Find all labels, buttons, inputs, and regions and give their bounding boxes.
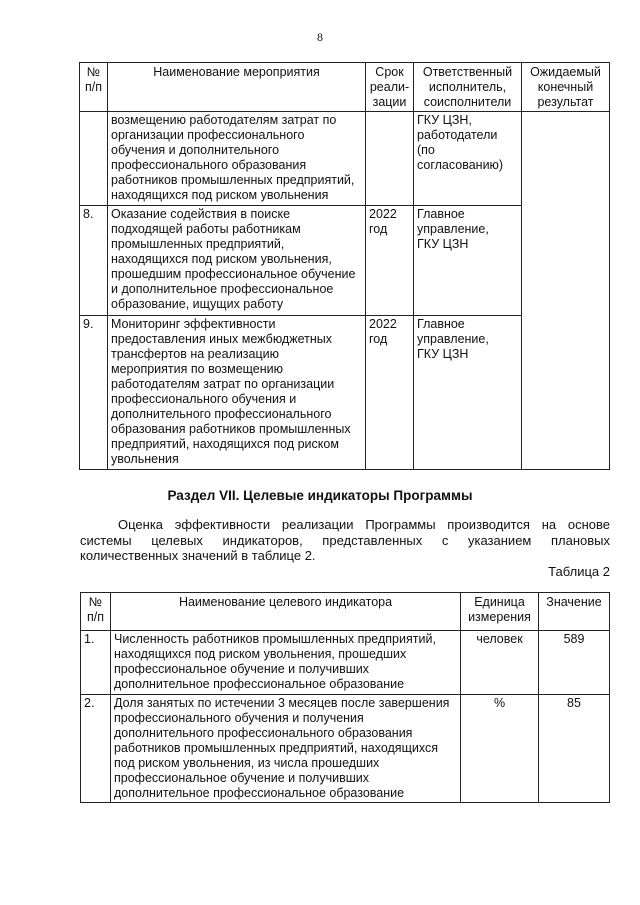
header-unit: Единица измерения xyxy=(461,593,539,631)
row-number: 9. xyxy=(80,316,108,470)
indicator-unit: человек xyxy=(461,631,539,695)
body-paragraph: Оценка эффективности реализации Программы производится на основе системы целевых индикаторов, представленных с указанием плановых количественных значений в таблице 2. xyxy=(80,517,610,563)
row-number: 2. xyxy=(81,695,111,803)
table-row xyxy=(80,206,610,316)
measure-executor: ГКУ ЦЗН, работодатели (по согласованию) xyxy=(414,112,522,206)
measure-name: Мониторинг эффективности предоставления иных межбюджетных трансфертов на реализацию мероприятия по возмещению работодателям затрат по организации профессионального обучения и дополнительного профессионального образования работников промышленных предприятий, находящихся под риском увольнения xyxy=(108,316,366,470)
expected-result xyxy=(522,316,610,470)
table-row xyxy=(80,112,610,206)
measures-table xyxy=(79,62,610,470)
row-number: 8. xyxy=(80,206,108,316)
indicators-table-header xyxy=(81,593,610,631)
indicator-name: Численность работников промышленных предприятий, находящихся под риском увольнения, прошедших профессиональное обучение и получивших дополнительное профессиональное образование xyxy=(111,631,461,695)
measure-term: 2022 год xyxy=(366,316,414,470)
measures-table-header xyxy=(80,63,610,112)
measure-term: 2022 год xyxy=(366,206,414,316)
section-title: Раздел VII. Целевые индикаторы Программы xyxy=(167,488,473,503)
row-number xyxy=(80,112,108,206)
measure-executor: Главное управление, ГКУ ЦЗН xyxy=(414,206,522,316)
expected-result xyxy=(522,206,610,316)
table-row xyxy=(80,316,610,470)
page-number: 8 xyxy=(317,30,323,44)
indicator-name: Доля занятых по истечении 3 месяцев после завершения профессионального обучения и получения дополнительного профессионального образования работников промышленных предприятий, находящихся под риском увольнения, из числа прошедших профессиональное обучение и получивших дополнительное профессиональное образование xyxy=(111,695,461,803)
measure-name: возмещению работодателям затрат по организации профессионального обучения и дополнительного профессионального образования работников промышленных предприятий, находящихся под риском увольнения xyxy=(108,112,366,206)
indicator-unit: % xyxy=(461,695,539,803)
header-measure-name: Наименование мероприятия xyxy=(108,63,366,112)
header-executor: Ответственный исполнитель, соисполнители xyxy=(414,63,522,112)
measure-term xyxy=(366,112,414,206)
measure-executor: Главное управление, ГКУ ЦЗН xyxy=(414,316,522,470)
header-expected-result: Ожидаемый конечный результат xyxy=(522,63,610,112)
row-number: 1. xyxy=(81,631,111,695)
header-value: Значение xyxy=(539,593,610,631)
header-number: № п/п xyxy=(80,63,108,112)
table-caption: Таблица 2 xyxy=(548,564,610,579)
indicator-value: 589 xyxy=(539,631,610,695)
header-indicator-name: Наименование целевого индикатора xyxy=(111,593,461,631)
expected-result xyxy=(522,112,610,206)
table-row xyxy=(81,631,610,695)
indicators-table xyxy=(80,592,610,803)
header-term: Срок реали- зации xyxy=(366,63,414,112)
header-number: № п/п xyxy=(81,593,111,631)
table-row xyxy=(81,695,610,803)
measure-name: Оказание содействия в поиске подходящей работы работникам промышленных предприятий, находящихся под риском увольнения, прошедшим профессиональное обучение и дополнительное профессиональное образование, ищущих работу xyxy=(108,206,366,316)
indicator-value: 85 xyxy=(539,695,610,803)
